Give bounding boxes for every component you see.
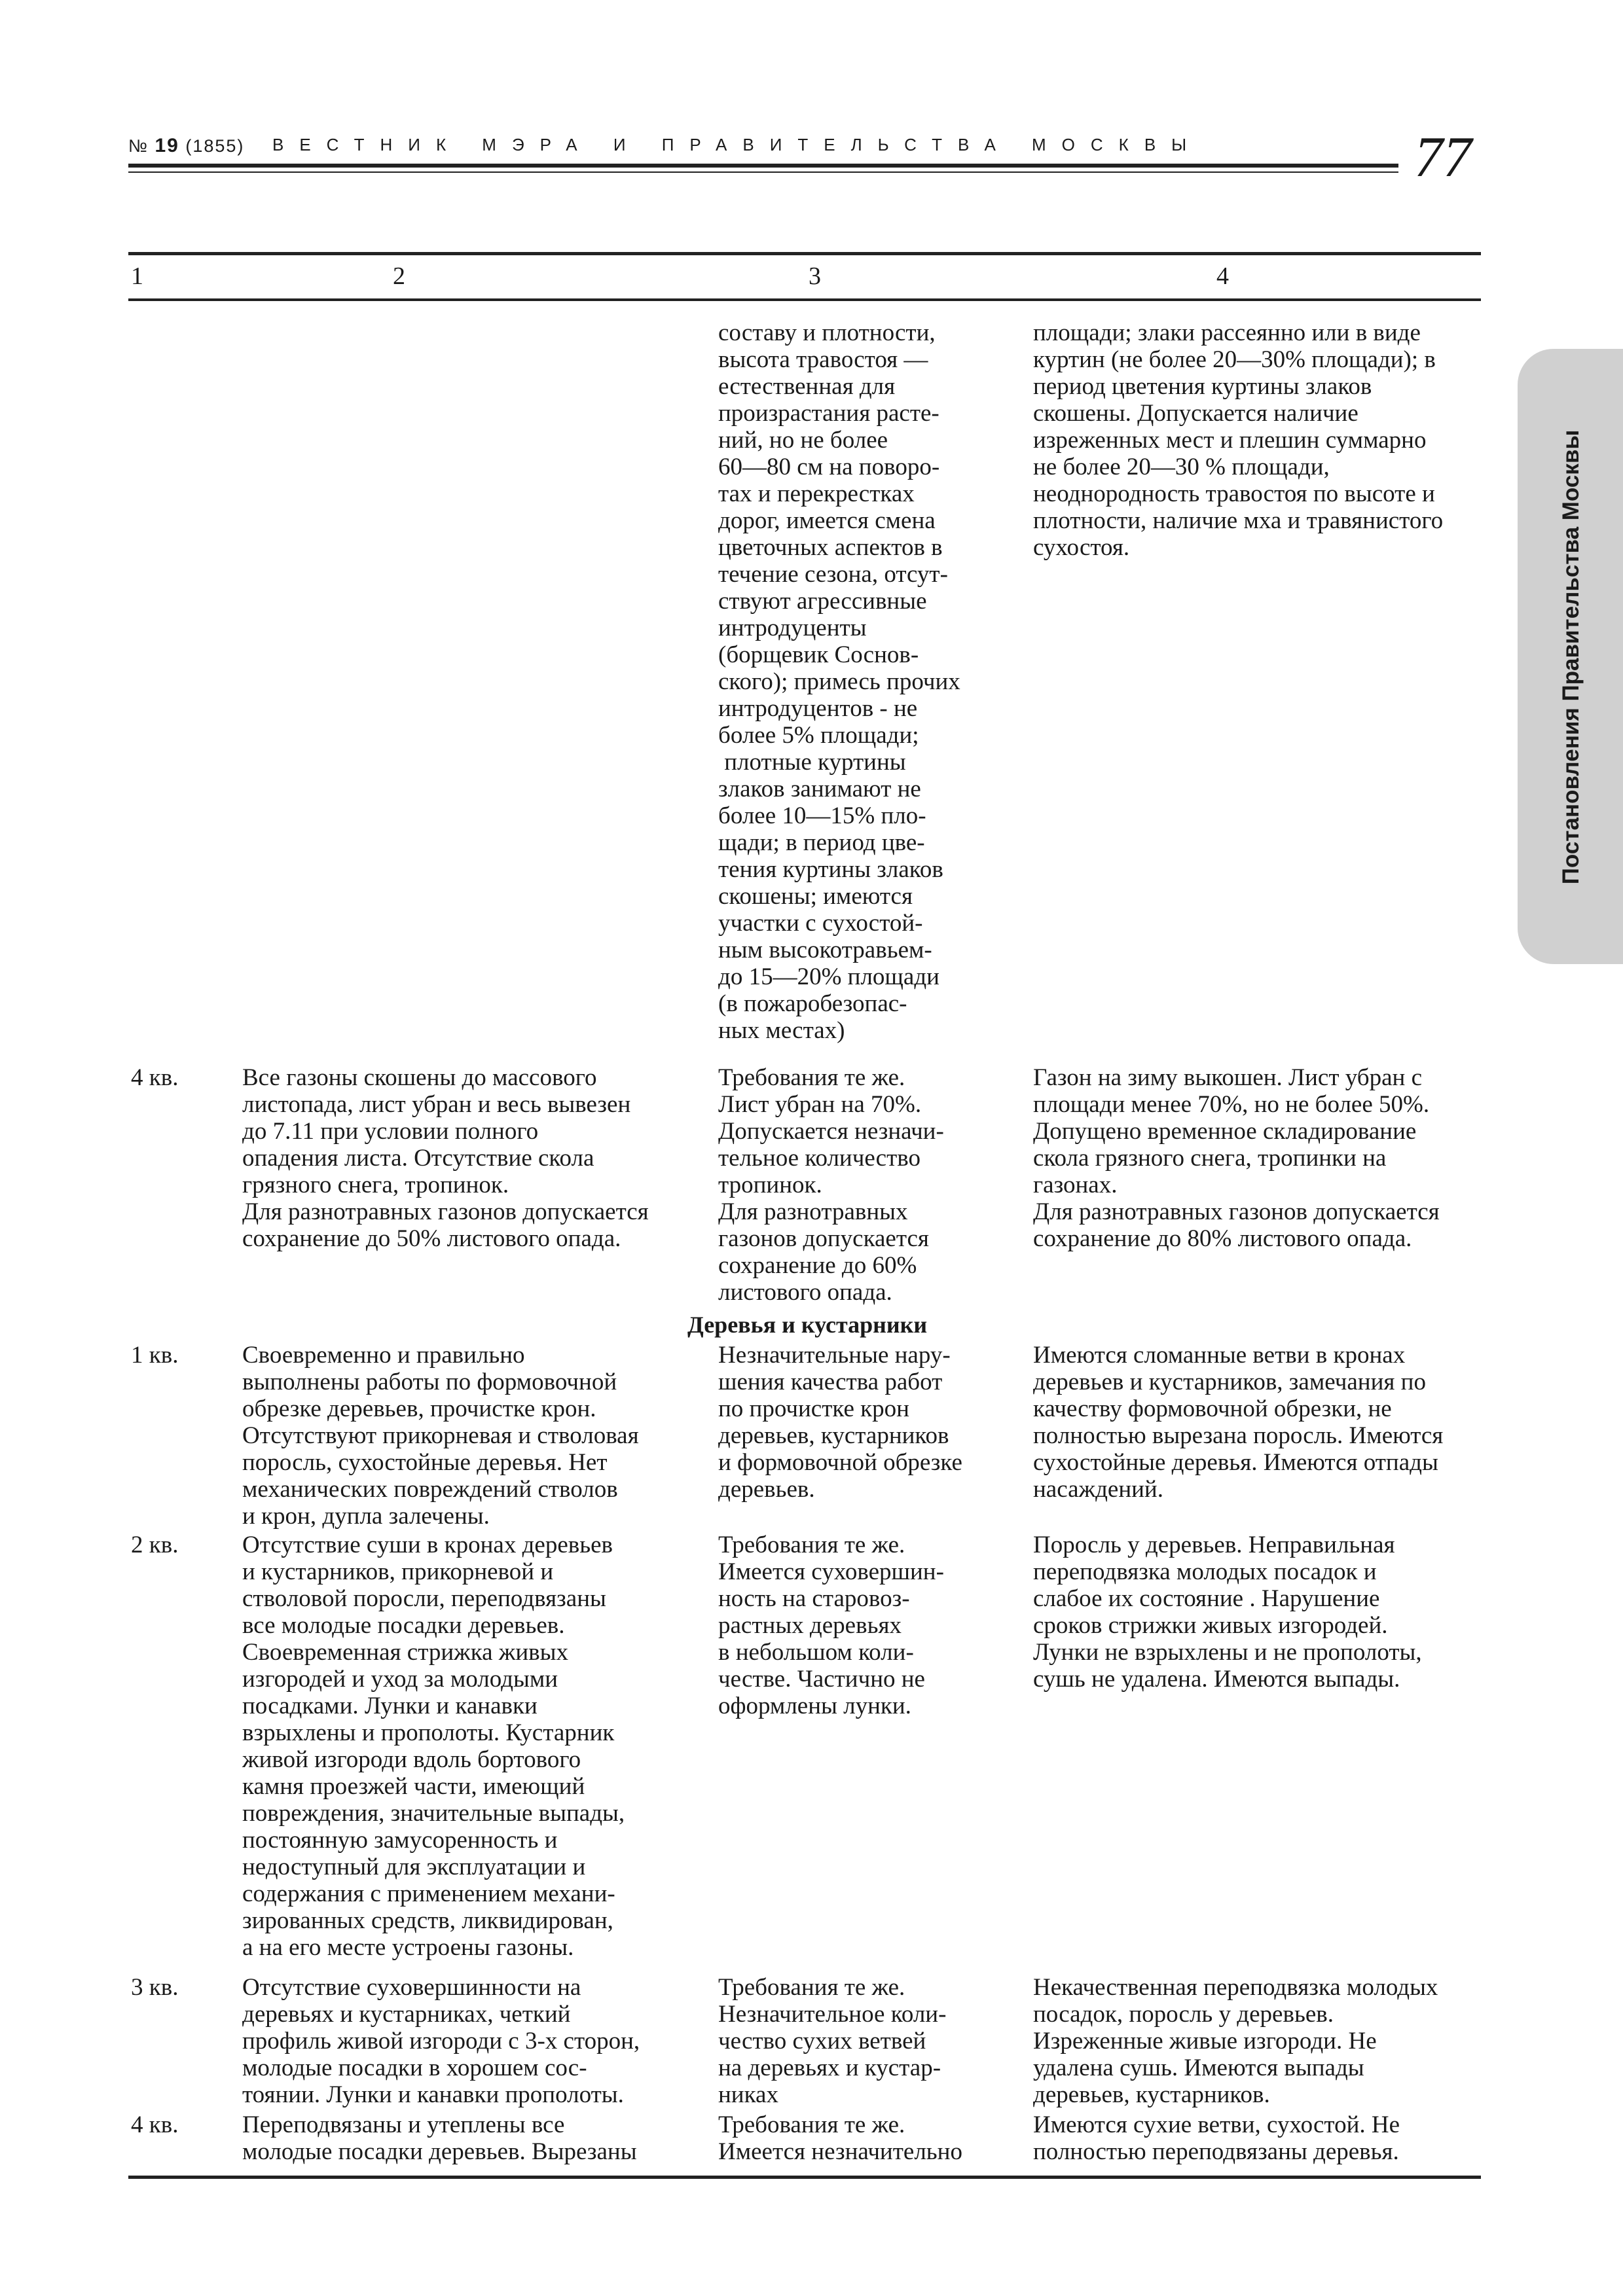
trees-q2-col3: Требования те же. Имеется суховершин- ность на старовоз- растных деревьях в небольшом коли- честве. Частично не оформлены лунки. bbox=[718, 1532, 944, 1719]
lawn-q4-col2: Все газоны скошены до массового листопада, лист убран и весь вывезен до 7.11 при условии полного опадения листа. Отсутствие скола грязного снега, тропинок. Для разнотравных газонов допускается сохранение до 50% листового опада. bbox=[242, 1064, 649, 1252]
trees-q1-col4: Имеются сломанные ветви в кронах деревьев и кустарников, замечания по качеству формовочной обрезки, не полностью вырезана поросль. Имеются сухостойные деревья. Имеются отпады насаждений. bbox=[1033, 1342, 1444, 1503]
table-top-rule bbox=[128, 252, 1481, 255]
section-title: Деревья и кустарники bbox=[687, 1312, 928, 1338]
header-rule-thick bbox=[128, 164, 1398, 168]
trees-q2-col2: Отсутствие суши в кронах деревьев и кустарников, прикорневой и стволовой поросли, переподвязаны все молодые посадки деревьев. Своевременная стрижка живых изгородей и уход за молодыми посадками. Лунки и канавки взрыхлены и прополоты. Кустарник живой изгороди вдоль бортового камня проезжей части, имеющий повреждения, значительные выпады, постоянную замусоренность и недоступный для эксплуатации и содержания с применением механи- зированных средств, ликвидирован, а на его месте устроены газоны. bbox=[242, 1532, 625, 1961]
issue-info bbox=[128, 135, 244, 157]
page-header bbox=[128, 128, 1444, 168]
issue-prefix: № bbox=[128, 136, 155, 156]
journal-title: ВЕСТНИК МЭРА И ПРАВИТЕЛЬСТВА МОСКВЫ bbox=[272, 135, 1203, 154]
issue-year: (1855) bbox=[179, 136, 245, 156]
continuation-col3: составу и плотности, высота травостоя — естественная для произрастания расте- ний, но не более 60—80 см на поворо- тах и перекрестках дорог, имеется смена цветочных аспектов в течение сезона, отсут- ствуют агрессивные интродуценты (борщевик Соснов- ского); примесь прочих интродуцентов - не более 5% площади; плотные куртины злаков занимают не более 10—15% пло- щади; в период цве- тения куртины злаков скошены; имеются участки с сухостой- ным высокотравьем- до 15—20% площади (в пожаробезопас- ных местах) bbox=[718, 319, 960, 1044]
table-bottom-rule bbox=[128, 2176, 1481, 2179]
column-header-3: 3 bbox=[809, 262, 821, 290]
trees-q4-quarter: 4 кв. bbox=[131, 2111, 179, 2138]
trees-q3-col3: Требования те же. Незначительное коли- чество сухих ветвей на деревьях и кустар- никах bbox=[718, 1974, 947, 2108]
trees-q1-quarter: 1 кв. bbox=[131, 1342, 179, 1369]
trees-q3-col4: Некачественная переподвязка молодых посадок, поросль у деревьев. Изреженные живые изгороди. Не удалена сушь. Имеются выпады деревьев, кустарников. bbox=[1033, 1974, 1438, 2108]
table-header-rule bbox=[128, 298, 1481, 301]
trees-q4-col4: Имеются сухие ветви, сухостой. Не полностью переподвязаны деревья. bbox=[1033, 2111, 1400, 2165]
trees-q2-quarter: 2 кв. bbox=[131, 1532, 179, 1558]
header-rule-thin bbox=[128, 171, 1398, 173]
trees-q1-col2: Своевременно и правильно выполнены работы по формовочной обрезке деревьев, прочистке крон. Отсутствуют прикорневая и стволовая поросль, сухостойные деревья. Нет механических повреждений стволов и крон, дупла залечены. bbox=[242, 1342, 639, 1530]
issue-number: 19 bbox=[155, 135, 179, 156]
lawn-q4-quarter: 4 кв. bbox=[131, 1064, 179, 1091]
trees-q3-col2: Отсутствие суховершинности на деревьях и кустарниках, четкий профиль живой изгороди с 3-х сторон, молодые посадки в хорошем сос- тоянии. Лунки и канавки прополоты. bbox=[242, 1974, 640, 2108]
column-header-4: 4 bbox=[1216, 262, 1229, 290]
trees-q4-col2: Переподвязаны и утеплены все молодые посадки деревьев. Вырезаны bbox=[242, 2111, 637, 2165]
trees-q2-col4: Поросль у деревьев. Неправильная переподвязка молодых посадок и слабое их состояние . Нарушение сроков стрижки живых изгородей. Лунки не взрыхлены и не прополоты, сушь не удалена. Имеются выпады. bbox=[1033, 1532, 1422, 1693]
lawn-q4-col4: Газон на зиму выкошен. Лист убран с площади менее 70%, но не более 50%. Допущено временное складирование скола грязного снега, тропинки на газонах. Для разнотравных газонов допускается сохранение до 80% листового опада. bbox=[1033, 1064, 1440, 1252]
trees-q1-col3: Незначительные нару- шения качества работ по прочистке крон деревьев, кустарников и формовочной обрезке деревьев. bbox=[718, 1342, 962, 1503]
lawn-q4-col3: Требования те же. Лист убран на 70%. Допускается незначи- тельное количество тропинок. Для разнотравных газонов допускается сохранение до 60% листового опада. bbox=[718, 1064, 944, 1306]
trees-q3-quarter: 3 кв. bbox=[131, 1974, 179, 2001]
trees-q4-col3: Требования те же. Имеется незначительно bbox=[718, 2111, 962, 2165]
page-number: 77 bbox=[1414, 126, 1472, 189]
continuation-col4: площади; злаки рассеянно или в виде куртин (не более 20—30% площади); в период цветения куртины злаков скошены. Допускается наличие изреженных мест и плешин суммарно не более 20—30 % площади, неоднородность травостоя по высоте и плотности, наличие мха и травянистого сухостоя. bbox=[1033, 319, 1444, 561]
column-header-2: 2 bbox=[393, 262, 405, 290]
column-header-1: 1 bbox=[131, 262, 143, 290]
section-side-tab-label: Постановления Правительства Москвы bbox=[1558, 429, 1584, 885]
